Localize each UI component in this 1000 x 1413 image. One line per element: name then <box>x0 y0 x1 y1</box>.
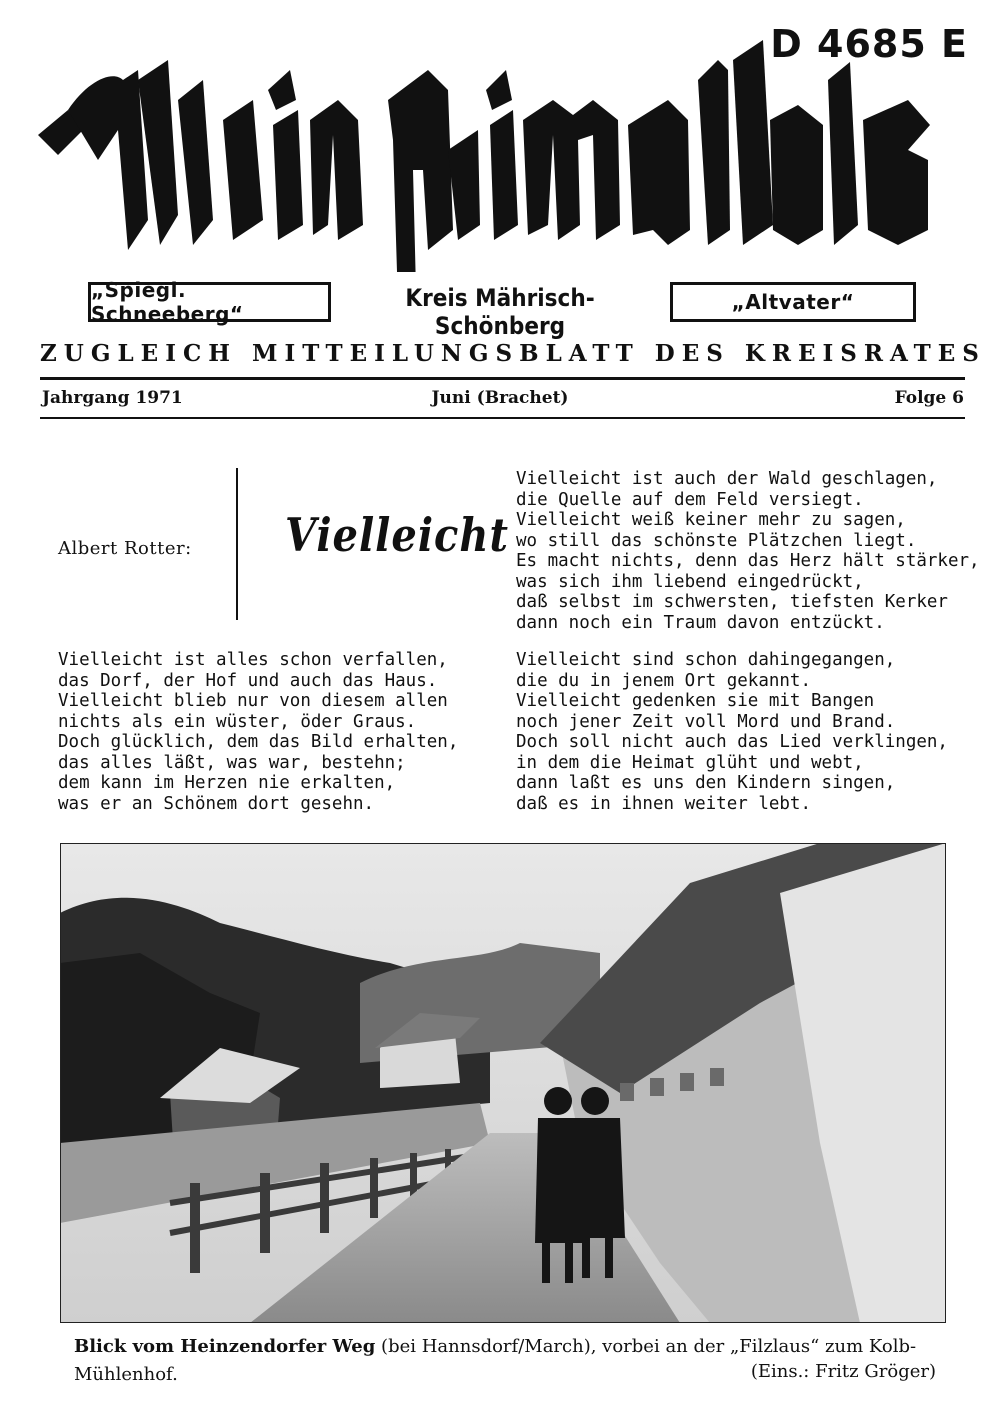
poem-line: Vielleicht ist auch der Wald geschlagen, <box>516 469 938 489</box>
poem-line: Vielleicht sind schon dahingegangen, <box>516 650 896 670</box>
poem-title: Vielleicht <box>285 508 509 563</box>
subtitle: ZUGLEICH MITTEILUNGSBLATT DES KREISRATES <box>40 340 986 367</box>
poem-line: wo still das schönste Plätzchen liegt. <box>516 530 917 551</box>
month-label: Juni (Brachet) <box>431 388 569 408</box>
year-label: Jahrgang 1971 <box>42 388 183 408</box>
caption-bold: Blick vom Heinzendorfer Weg <box>74 1336 376 1357</box>
issue-code: D 4685 E <box>770 22 968 66</box>
poem-line: Doch glücklich, dem das Bild erhalten, <box>58 732 459 752</box>
issue-label: Folge 6 <box>894 388 964 408</box>
poem-line: was sich ihm liebend eingedrückt, <box>516 571 864 592</box>
poem-stanza-1 <box>58 650 458 814</box>
kreis-label: Kreis Mährisch-Schönberg <box>405 284 595 340</box>
header-rule-top <box>40 377 965 380</box>
poem-line: daß selbst im schwersten, tiefsten Kerker <box>516 592 948 612</box>
caption-text: (bei Hannsdorf/March), vorbei an der „Filzlaus“ zum Kolb-Mühlenhof. <box>74 1336 917 1385</box>
poem-line: in dem die Heimat glüht und webt, <box>516 752 864 773</box>
poem-line: daß es in ihnen weiter lebt. <box>516 793 812 814</box>
poem-line: Vielleicht weiß keiner mehr zu sagen, <box>516 510 906 530</box>
box-label-schneeberg: „Spiegl. Schneeberg“ <box>88 282 331 322</box>
poem-line: Doch soll nicht auch das Lied verklingen, <box>516 732 948 752</box>
poem-line: Vielleicht ist alles schon verfallen, <box>58 650 448 670</box>
masthead-logo <box>28 40 973 272</box>
poem-line: dann noch ein Traum davon entzückt. <box>516 612 885 633</box>
box-label-altvater: „Altvater“ <box>670 282 916 322</box>
poem-line: nichts als ein wüster, öder Graus. <box>58 711 417 732</box>
poem-line: was er an Schönem dort gesehn. <box>58 793 375 814</box>
poem-stanza-2 <box>516 469 980 633</box>
village-photo <box>60 843 946 1323</box>
poem-stanza-3 <box>516 650 948 814</box>
poem-line: Vielleicht gedenken sie mit Bangen <box>516 691 875 711</box>
poem-line: Vielleicht blieb nur von diesem allen <box>58 691 448 711</box>
poem-line: die Quelle auf dem Feld versiegt. <box>516 489 864 510</box>
poem-line: Es macht nichts, denn das Herz hält stärker, <box>516 551 980 571</box>
poem-author: Albert Rotter: <box>58 538 192 559</box>
photo-credit: (Eins.: Fritz Gröger) <box>750 1361 936 1382</box>
title-divider <box>236 468 238 620</box>
poem-line: dem kann im Herzen nie erkalten, <box>58 773 396 793</box>
poem-line: noch jener Zeit voll Mord und Brand. <box>516 711 896 732</box>
poem-line: das alles läßt, was war, bestehn; <box>58 752 406 773</box>
poem-line: das Dorf, der Hof und auch das Haus. <box>58 670 438 691</box>
poem-line: die du in jenem Ort gekannt. <box>516 670 812 691</box>
header-rule-bottom <box>40 417 965 419</box>
poem-line: dann laßt es uns den Kindern singen, <box>516 773 896 793</box>
